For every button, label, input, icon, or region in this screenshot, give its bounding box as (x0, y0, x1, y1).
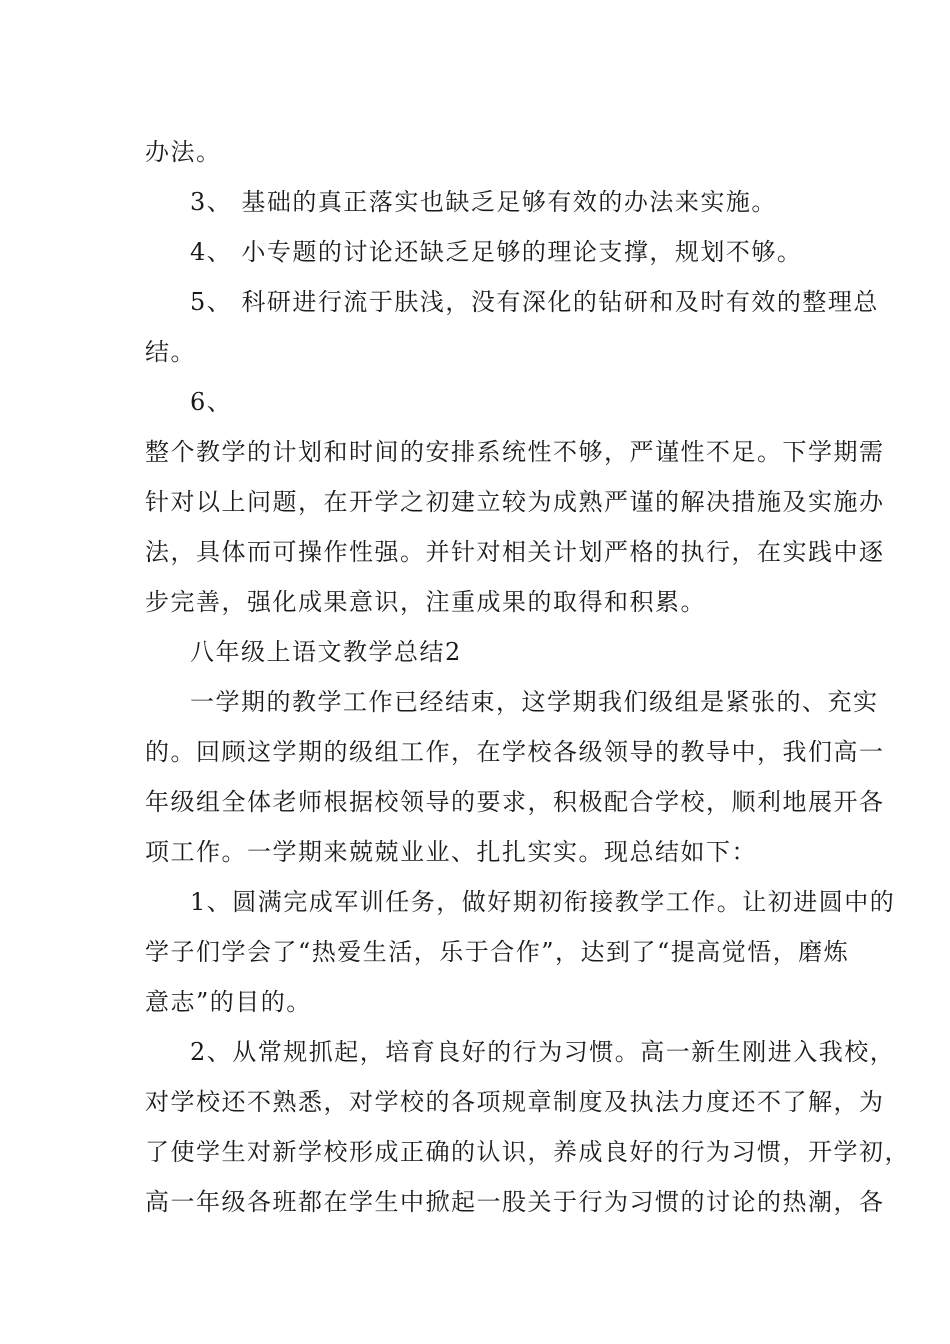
text-line: 结。 (145, 338, 196, 366)
text-line: 意志”的目的。 (145, 988, 312, 1016)
text-line: 对学校还不熟悉，对学校的各项规章制度及执法力度还不了解，为 (145, 1088, 885, 1116)
list-item-5: 5、 科研进行流于肤浅，没有深化的钻研和及时有效的整理总 (190, 288, 879, 316)
text-line: 高一年级各班都在学生中掀起一股关于行为习惯的讨论的热潮，各 (145, 1188, 885, 1216)
list-item-1: 1、圆满完成军训任务，做好期初衔接教学工作。让初进圆中的 (190, 888, 896, 916)
text-line: 的。回顾这学期的级组工作，在学校各级领导的教导中，我们高一 (145, 738, 885, 766)
text-line: 办法。 (145, 138, 222, 166)
text-line: 学子们学会了“热爱生活，乐于合作”，达到了“提高觉悟，磨炼 (145, 938, 850, 966)
section-title: 八年级上语文教学总结2 (190, 638, 462, 666)
text-line: 年级组全体老师根据校领导的要求，积极配合学校，顺利地展开各 (145, 788, 885, 816)
text-line: 法，具体而可操作性强。并针对相关计划严格的执行，在实践中逐 (145, 538, 885, 566)
text-line: 项工作。一学期来兢兢业业、扎扎实实。现总结如下： (145, 838, 757, 866)
list-item-6: 6、 (190, 388, 233, 416)
list-item-2: 2、从常规抓起，培育良好的行为习惯。高一新生刚进入我校， (190, 1038, 896, 1066)
text-line: 整个教学的计划和时间的安排系统性不够，严谨性不足。下学期需 (145, 438, 885, 466)
list-item-4: 4、 小专题的讨论还缺乏足够的理论支撑，规划不够。 (190, 238, 803, 266)
text-line: 了使学生对新学校形成正确的认识，养成良好的行为习惯，开学初， (145, 1138, 910, 1166)
text-line: 步完善，强化成果意识，注重成果的取得和积累。 (145, 588, 706, 616)
text-line: 针对以上问题，在开学之初建立较为成熟严谨的解决措施及实施办 (145, 488, 885, 516)
list-item-3: 3、 基础的真正落实也缺乏足够有效的办法来实施。 (190, 188, 777, 216)
text-line: 一学期的教学工作已经结束，这学期我们级组是紧张的、充实 (190, 688, 879, 716)
